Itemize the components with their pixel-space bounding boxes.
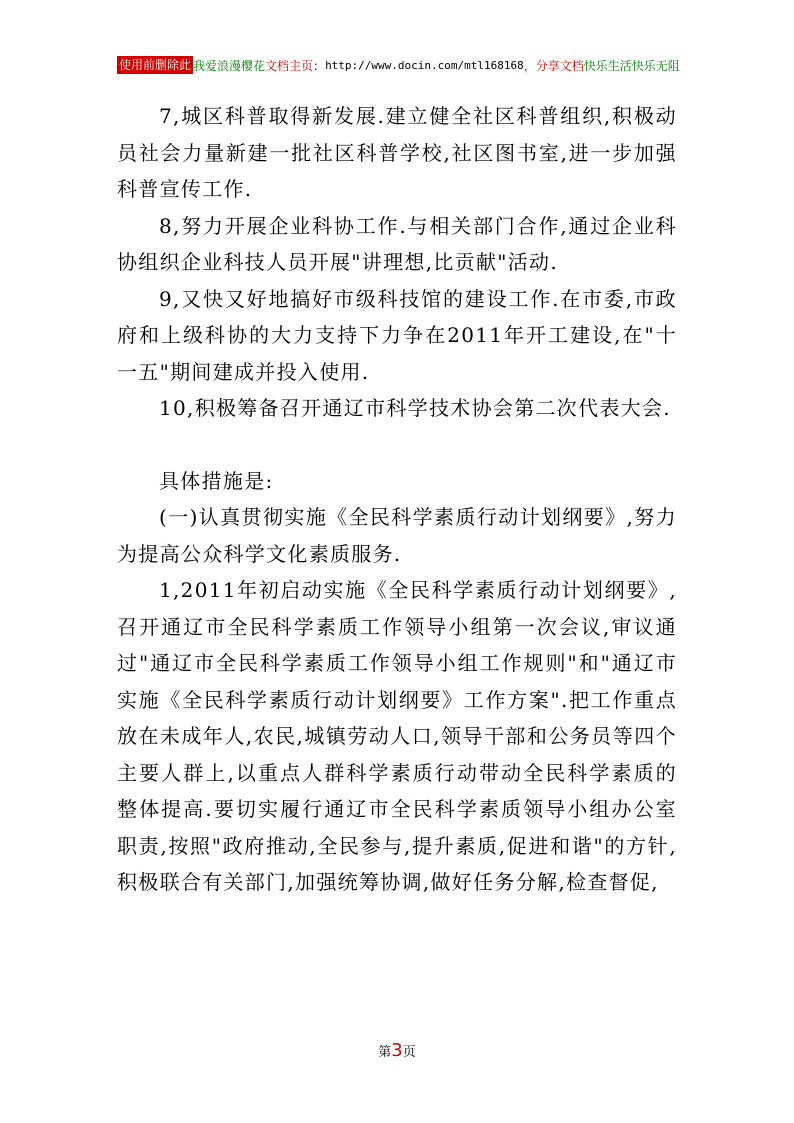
measure-1-item-1: 1,2011年初启动实施《全民科学素质行动计划纲要》,召开通辽市全民科学素质工作领导小组第一次会议,审议通过"通辽市全民科学素质工作领导小组工作规则"和"通辽市实施《全民科学素质行动计划纲要》工作方案".把工作重点放在未成年人,农民,城镇劳动人口,领导干部和公务员等四个主要人群上,以重点人群科学素质行动带动全民科学素质的整体提高.要切实履行通辽市全民科学素质领导小组办公室职责,按照"政府推动,全民参与,提升素质,促进和谐"的方针,积极联合有关部门,加强统筹协调,做好任务分解,检查督促, xyxy=(117,578,677,894)
header-separator: ， xyxy=(523,58,536,73)
blank-line xyxy=(117,427,677,463)
header-doc-home: 文档主页 xyxy=(265,58,314,73)
header-share: 分享文档 xyxy=(535,58,584,73)
header-colon: ： xyxy=(313,58,326,73)
page-prefix: 第 xyxy=(378,1045,392,1060)
paragraph-8: 8,努力开展企业科协工作.与相关部门合作,通过企业科协组织企业科技人员开展"讲理想,比贡献"活动. xyxy=(117,213,677,274)
measure-1-heading: (一)认真贯彻实施《全民科学素质行动计划纲要》,努力为提高公众科学文化素质服务. xyxy=(117,505,677,566)
paragraph-10: 10,积极筹备召开通辽市科学技术协会第二次代表大会. xyxy=(159,396,671,420)
measures-heading: 具体措施是: xyxy=(159,468,274,493)
header-url-link[interactable]: http://www.docin.com/mtl168168 xyxy=(325,58,524,72)
header-badge: 使用前删除此 xyxy=(119,58,192,72)
page-footer xyxy=(0,1040,794,1061)
watermark-header xyxy=(117,55,680,75)
header-author-name: 我爱浪漫樱花 xyxy=(193,58,266,73)
paragraph-9: 9,又快又好地搞好市级科技馆的建设工作.在市委,市政府和上级科协的大力支持下力争在2011年开工建设,在"十一五"期间建成并投入使用. xyxy=(117,286,677,384)
header-slogan: 快乐生活快乐无阻 xyxy=(583,58,680,73)
page-suffix: 页 xyxy=(402,1045,416,1060)
document-body xyxy=(117,98,677,901)
page-number: 3 xyxy=(391,1040,403,1061)
paragraph-7: 7,城区科普取得新发展.建立健全社区科普组织,积极动员社会力量新建一批社区科普学校,社区图书室,进一步加强科普宣传工作. xyxy=(117,104,677,201)
